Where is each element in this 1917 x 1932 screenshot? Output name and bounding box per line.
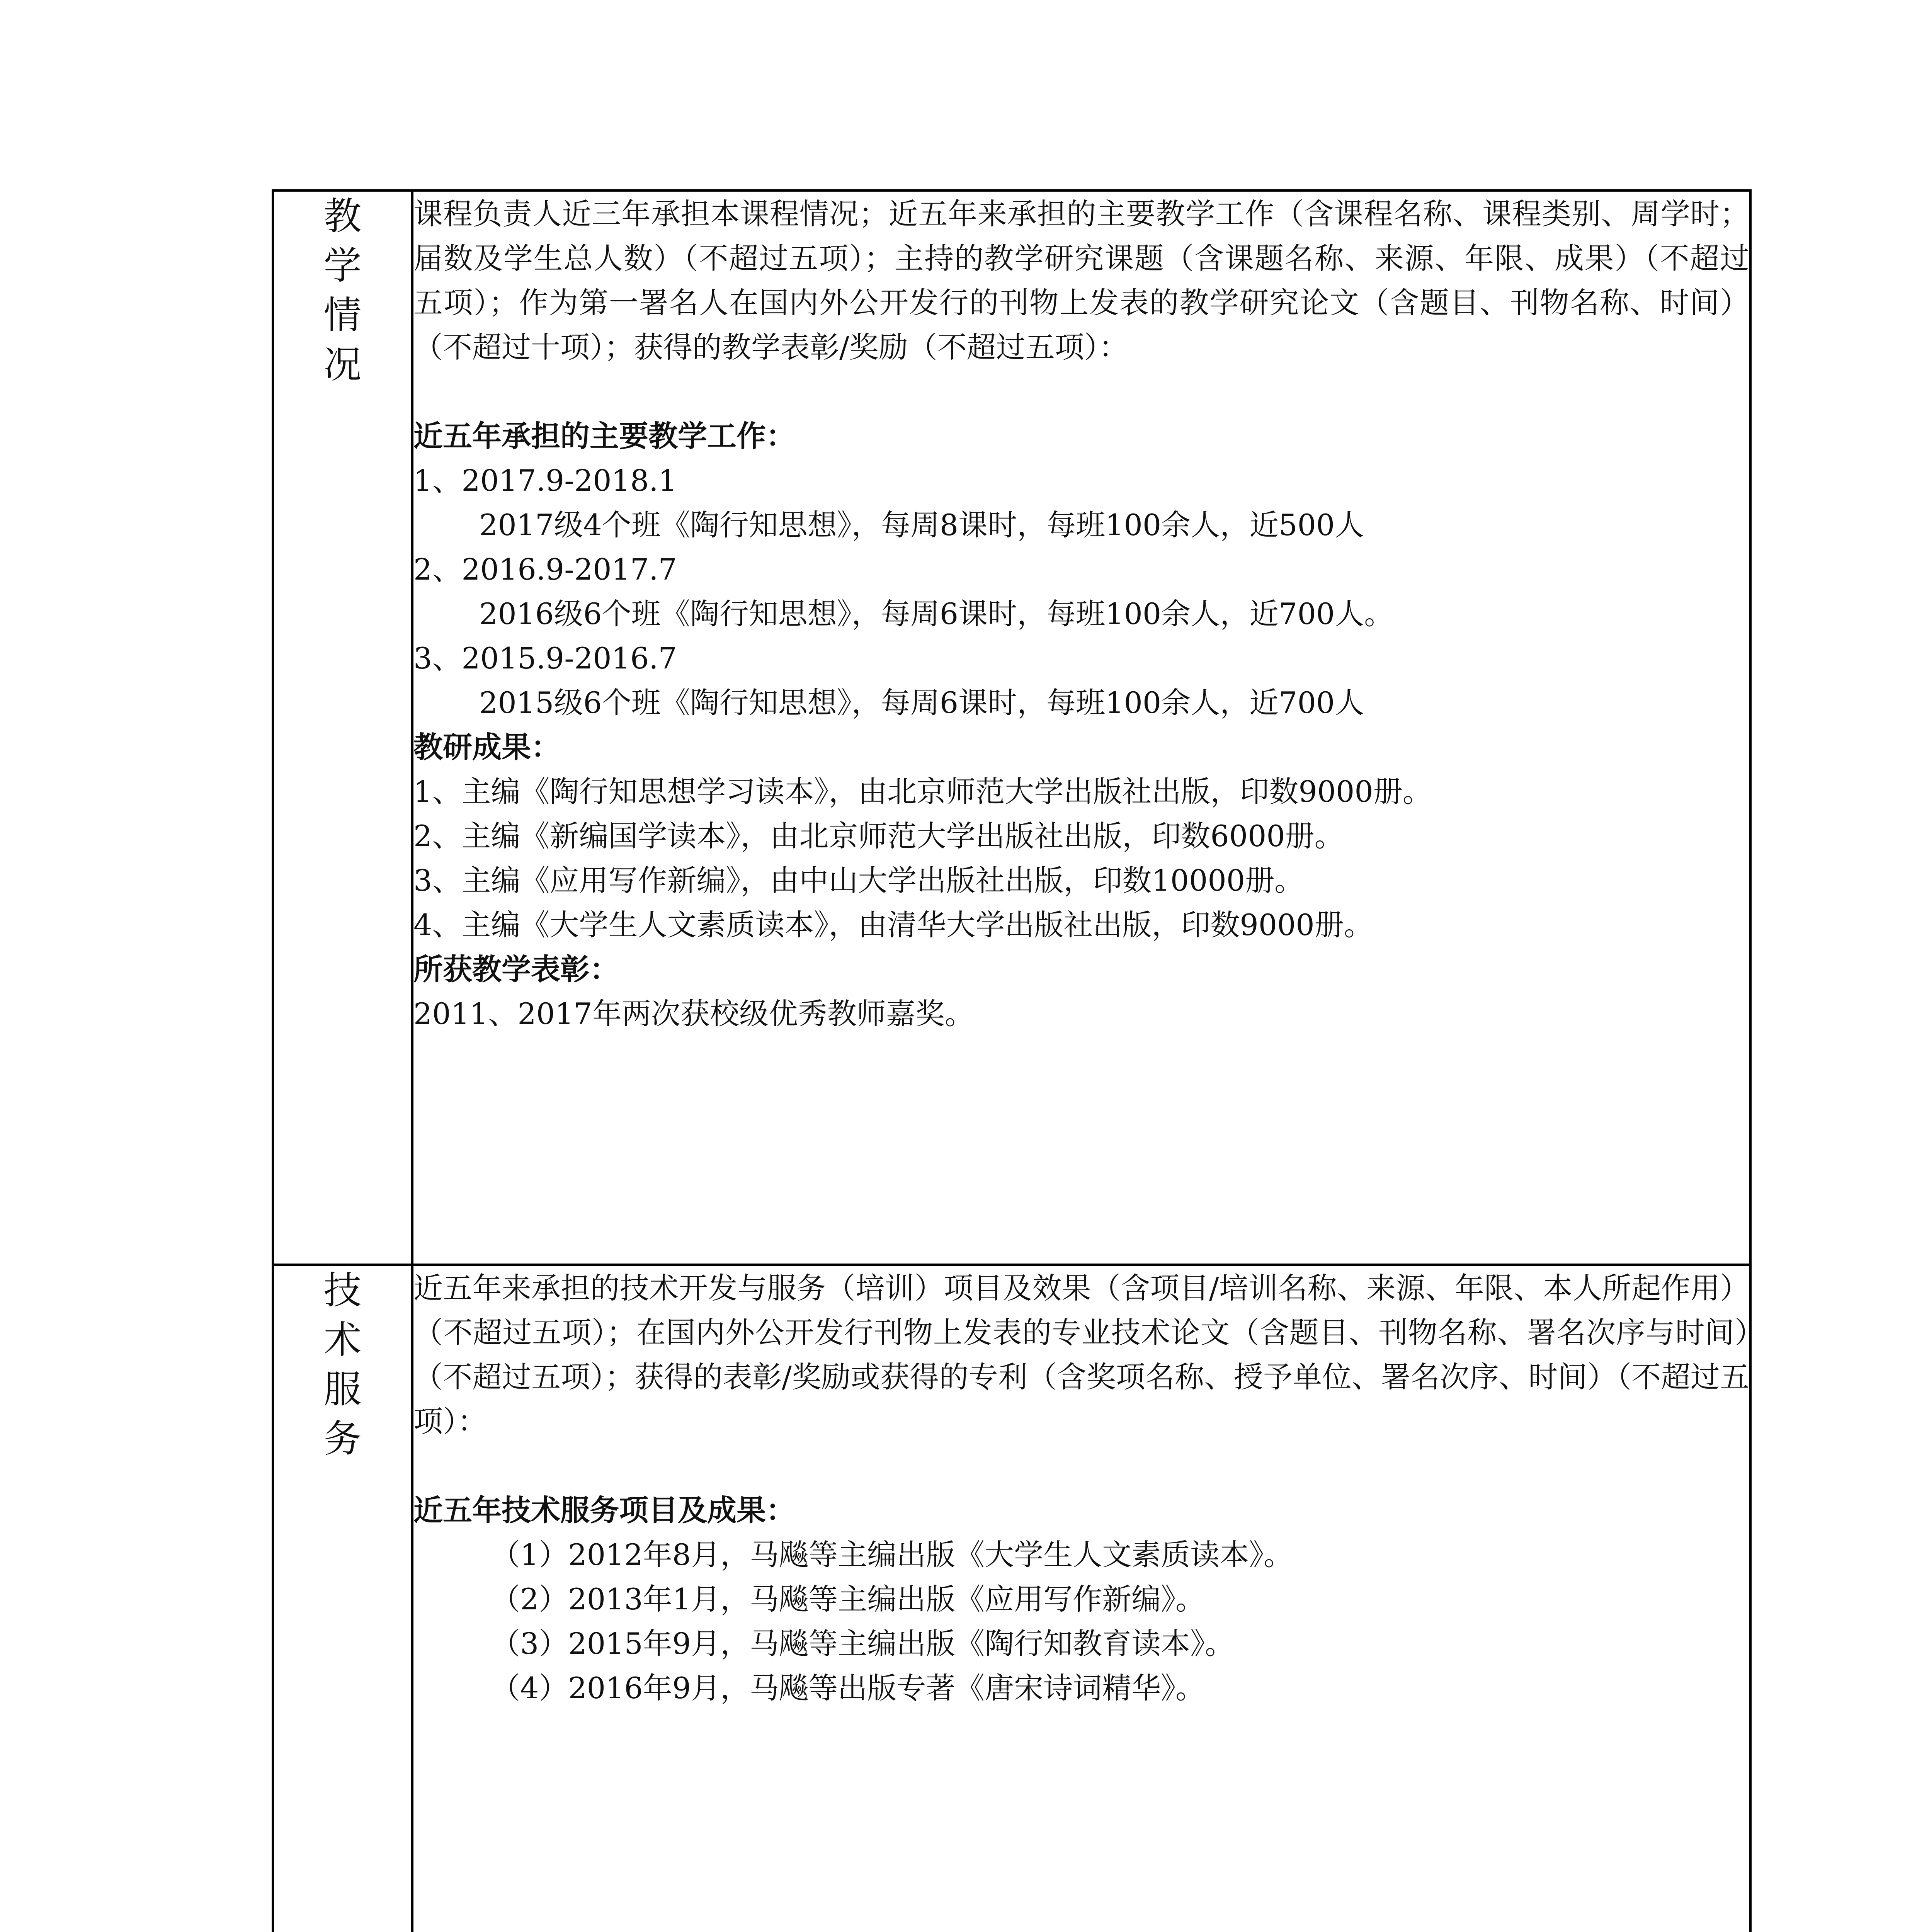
research-item: 2、主编《新编国学读本》，由北京师范大学出版社出版，印数6000册。	[413, 819, 1344, 853]
tech-service-label-cell	[273, 1265, 412, 1932]
research-item: 4、主编《大学生人文素质读本》，由清华大学出版社出版，印数9000册。	[413, 908, 1373, 942]
teaching-label-cell	[273, 190, 412, 1265]
work-item-period: 2、2016.9-2017.7	[413, 552, 677, 587]
tech-service-item: （2）2013年1月，马飚等主编出版《应用写作新编》。	[491, 1582, 1205, 1616]
work-item-period: 1、2017.9-2018.1	[413, 463, 677, 498]
teaching-content-cell	[412, 190, 1750, 1265]
teaching-label: 教学情况	[323, 194, 362, 387]
work-item-detail: 2015级6个班《陶行知思想》，每周6课时，每班100余人，近700人	[479, 685, 1364, 720]
course-info-table	[272, 189, 1752, 1932]
tech-service-item: （3）2015年9月，马飚等主编出版《陶行知教育读本》。	[491, 1626, 1235, 1661]
spacer	[413, 369, 1749, 414]
tech-service-row	[273, 1265, 1750, 1932]
spacer	[413, 1444, 1749, 1488]
research-heading: 教研成果：	[413, 730, 560, 764]
teaching-intro: 课程负责人近三年承担本课程情况；近五年来承担的主要教学工作（含课程名称、课程类别、周学时；届数及学生总人数）（不超过五项）；主持的教学研究课题（含课题名称、来源、年限、成果）（不超过五项）；作为第一署名人在国内外公开发行的刊物上发表的教学研究论文（含题目、刊物名称、时间）（不超过十项）；获得的教学表彰/奖励（不超过五项）：	[413, 197, 1749, 364]
tech-service-item: （1）2012年8月，马飚等主编出版《大学生人文素质读本》。	[491, 1537, 1293, 1572]
work-item-detail: 2016级6个班《陶行知思想》，每周6课时，每班100余人，近700人。	[479, 597, 1394, 631]
awards-heading: 所获教学表彰：	[413, 952, 619, 986]
tech-service-content-cell	[412, 1265, 1750, 1932]
award-item: 2011、2017年两次获校级优秀教师嘉奖。	[413, 997, 974, 1031]
tech-service-item: （4）2016年9月，马飚等出版专著《唐宋诗词精华》。	[491, 1671, 1205, 1705]
tech-service-intro: 近五年来承担的技术开发与服务（培训）项目及效果（含项目/培训名称、来源、年限、本人所起作用）（不超过五项）；在国内外公开发行刊物上发表的专业技术论文（含题目、刊物名称、署名次序与时间）（不超过五项）；获得的表彰/奖励或获得的专利（含奖项名称、授予单位、署名次序、时间）（不超过五项）：	[413, 1271, 1749, 1439]
teaching-work-heading: 近五年承担的主要教学工作：	[413, 419, 795, 453]
research-item: 1、主编《陶行知思想学习读本》，由北京师范大学出版社出版，印数9000册。	[413, 774, 1432, 809]
tech-service-label: 技术服务	[323, 1269, 362, 1461]
work-item-period: 3、2015.9-2016.7	[413, 641, 677, 675]
work-item-detail: 2017级4个班《陶行知思想》，每周8课时，每班100余人，近500人	[479, 508, 1364, 542]
research-item: 3、主编《应用写作新编》，由中山大学出版社出版，印数10000册。	[413, 863, 1304, 898]
tech-service-heading: 近五年技术服务项目及成果：	[413, 1493, 795, 1527]
teaching-row	[273, 190, 1750, 1265]
